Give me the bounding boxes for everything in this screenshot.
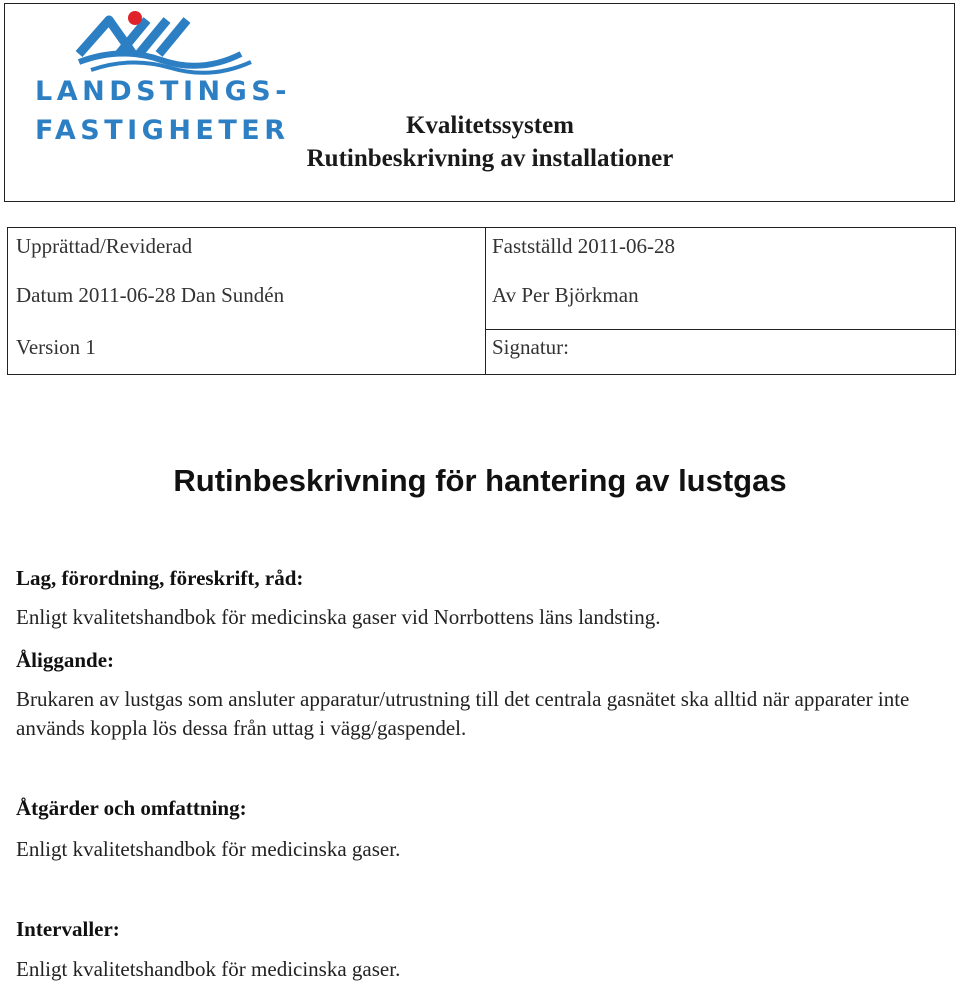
wave-icon [21, 10, 277, 76]
section-heading-intervals: Intervaller: [16, 917, 120, 941]
meta-divider-horizontal [485, 329, 955, 330]
landstingsfastigheter-logo [21, 10, 291, 146]
section-text-actions: Enligt kvalitetshandbok för medicinska gaser. [16, 837, 401, 861]
section-text-intervals: Enligt kvalitetshandbok för medicinska gaser. [16, 957, 401, 981]
approved-label: Fastställd 2011-06-28 [492, 234, 675, 258]
header-title-1: Kvalitetssystem [405, 112, 575, 139]
header-title-2: Rutinbeskrivning av installationer [306, 145, 674, 172]
section-heading-actions: Åtgärder och omfattning: [16, 796, 247, 820]
logo-line-1: LANDSTINGS- [35, 76, 291, 107]
logo-line-2: FASTIGHETER [35, 115, 290, 146]
section-text-duty: Brukaren av lustgas som ansluter apparatur/utrustning till det centrala gasnätet ska alltid när apparater inte används koppla lös dessa från uttag i vägg/gaspendel. [16, 687, 910, 740]
section-heading-law: Lag, förordning, föreskrift, råd: [16, 566, 304, 590]
created-label: Upprättad/Reviderad [16, 234, 193, 258]
date-line: Datum 2011-06-28 Dan Sundén [16, 283, 285, 307]
signature-label: Signatur: [492, 335, 569, 359]
document-title: Rutinbeskrivning för hantering av lustgas [173, 463, 787, 498]
meta-table [7, 227, 956, 375]
section-text-law: Enligt kvalitetshandbok för medicinska gaser vid Norrbottens läns landsting. [16, 605, 661, 629]
meta-divider-vertical [485, 228, 486, 374]
section-heading-duty: Åliggande: [16, 648, 115, 672]
version-label: Version 1 [16, 335, 96, 359]
approved-by: Av Per Björkman [492, 283, 639, 307]
document-header [4, 3, 955, 202]
